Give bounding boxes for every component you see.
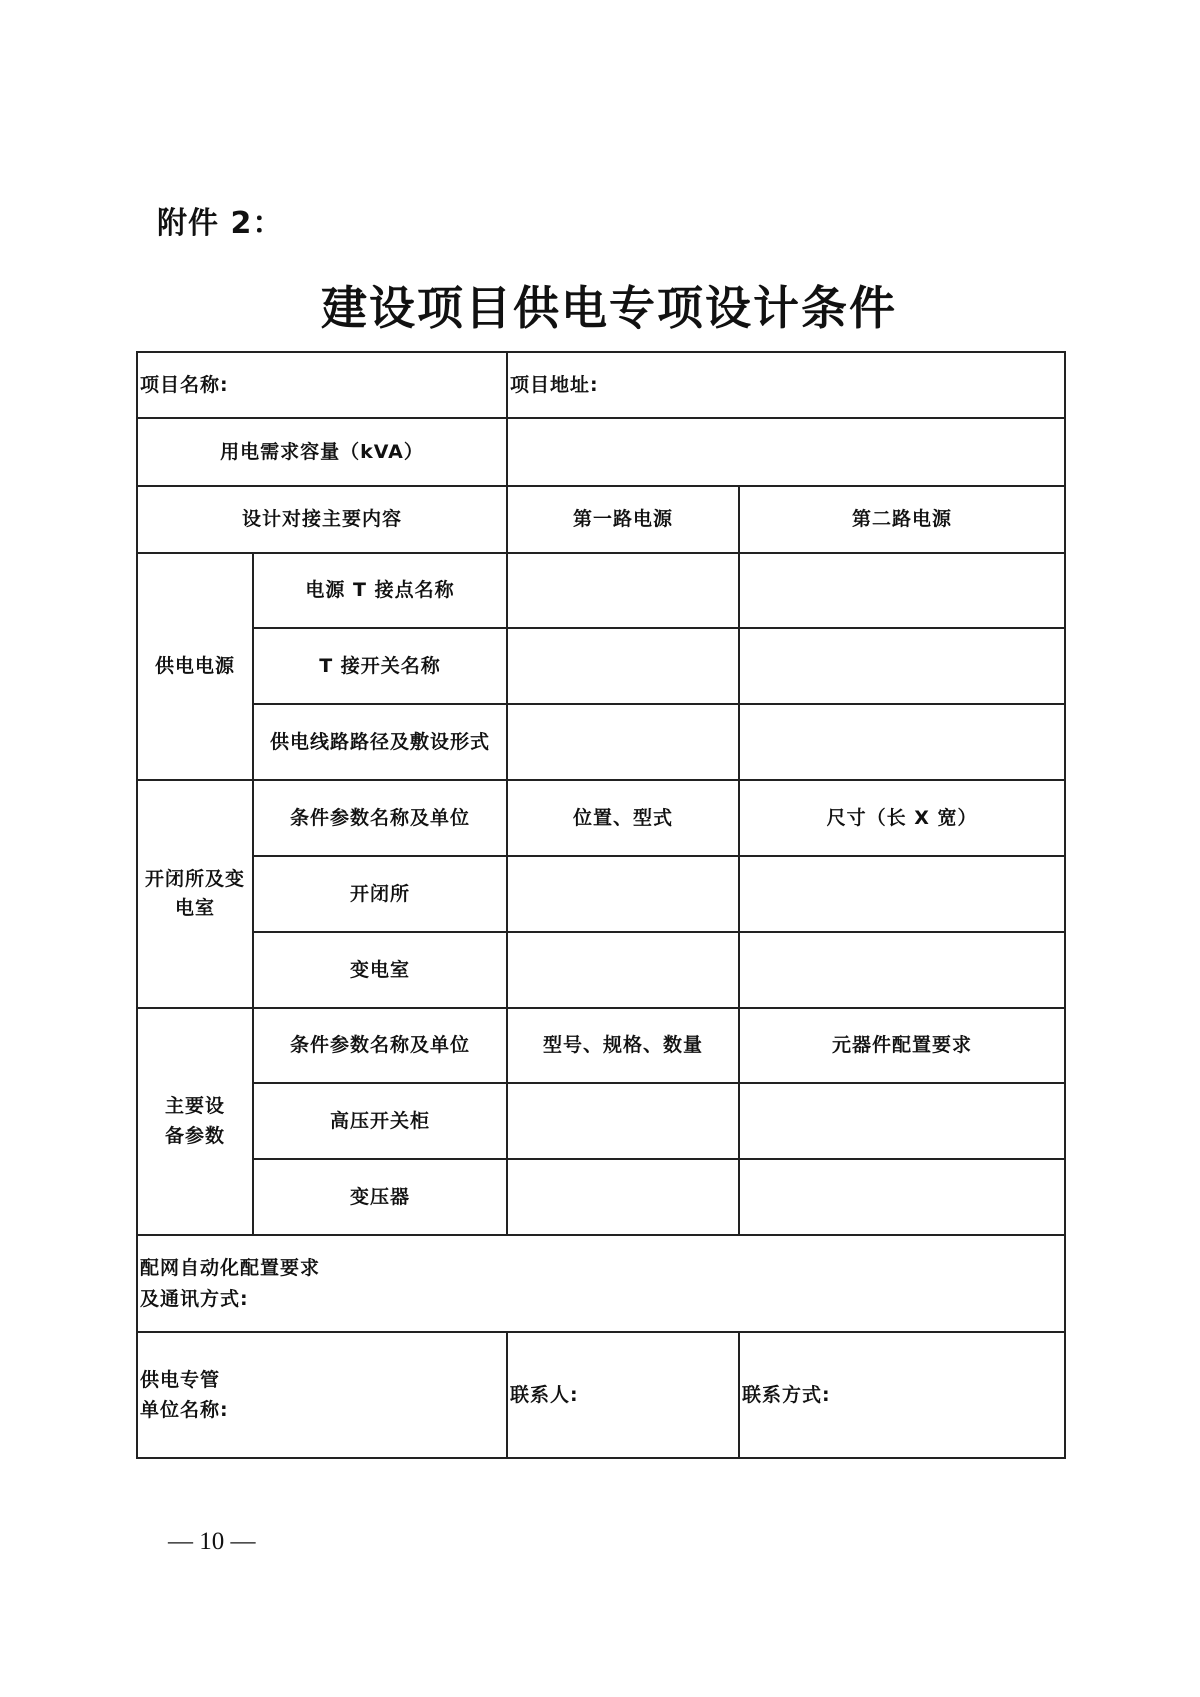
project-name-cell[interactable] [137, 352, 507, 418]
table-row [137, 856, 1065, 932]
header-content: 设计对接主要内容 [137, 486, 507, 553]
project-name-label: 项目名称: [140, 373, 229, 396]
row-label: 条件参数名称及单位 [253, 1008, 507, 1083]
source1-field[interactable] [507, 553, 739, 628]
col2-field[interactable] [739, 1083, 1065, 1159]
subheader-col1: 位置、型式 [507, 780, 739, 856]
group-label-power-source: 供电电源 [137, 553, 253, 780]
contact-person-label: 联系人: [510, 1383, 579, 1406]
col1-field[interactable] [507, 1159, 739, 1235]
row-label: 变电室 [253, 932, 507, 1008]
contact-person-cell[interactable] [507, 1332, 739, 1458]
table-row [137, 780, 1065, 856]
table-row [137, 932, 1065, 1008]
automation-label-line2: 及通讯方式: [140, 1287, 249, 1310]
project-address-cell[interactable] [507, 352, 1065, 418]
table-row [137, 704, 1065, 780]
col1-field[interactable] [507, 932, 739, 1008]
contact-method-cell[interactable] [739, 1332, 1065, 1458]
automation-label-line1: 配网自动化配置要求 [140, 1257, 321, 1280]
contact-row [137, 1332, 1065, 1458]
row-label: 高压开关柜 [253, 1083, 507, 1159]
row-label: 供电线路路径及敷设形式 [253, 704, 507, 780]
source2-field[interactable] [739, 628, 1065, 704]
table-row [137, 1159, 1065, 1235]
subheader-col2: 元器件配置要求 [739, 1008, 1065, 1083]
table-row [137, 628, 1065, 704]
row-label: T 接开关名称 [253, 628, 507, 704]
project-info-row [137, 352, 1065, 418]
source2-field[interactable] [739, 553, 1065, 628]
source1-field[interactable] [507, 628, 739, 704]
row-label: 变压器 [253, 1159, 507, 1235]
col2-field[interactable] [739, 856, 1065, 932]
group-label-switching-station: 开闭所及变电室 [137, 780, 253, 1008]
automation-row [137, 1235, 1065, 1332]
automation-cell[interactable] [137, 1235, 1065, 1332]
document-title: 建设项目供电专项设计条件 [321, 281, 897, 335]
supply-unit-label-line2: 单位名称: [140, 1399, 229, 1421]
capacity-label: 用电需求容量（kVA） [137, 418, 507, 486]
capacity-field[interactable] [507, 418, 1065, 486]
header-source2: 第二路电源 [739, 486, 1065, 553]
page-number: — 10 — [168, 1528, 256, 1555]
capacity-row [137, 418, 1065, 486]
supply-unit-label-line1: 供电专管 [140, 1368, 221, 1391]
subheader-col1: 型号、规格、数量 [507, 1008, 739, 1083]
project-address-label: 项目地址: [510, 373, 599, 396]
table-row [137, 553, 1065, 628]
attachment-label: 附件 2： [157, 206, 284, 241]
col1-field[interactable] [507, 856, 739, 932]
col2-field[interactable] [739, 932, 1065, 1008]
row-label: 电源 T 接点名称 [253, 553, 507, 628]
row-label: 条件参数名称及单位 [253, 780, 507, 856]
subheader-col2: 尺寸（长 X 宽） [739, 780, 1065, 856]
row-label: 开闭所 [253, 856, 507, 932]
table-row [137, 1083, 1065, 1159]
source2-field[interactable] [739, 704, 1065, 780]
contact-method-label: 联系方式: [742, 1383, 831, 1406]
column-header-row [137, 486, 1065, 553]
supply-unit-cell[interactable] [137, 1332, 507, 1458]
table-row [137, 1008, 1065, 1083]
header-source1: 第一路电源 [507, 486, 739, 553]
group-label-equipment: 主要设备参数 [137, 1008, 253, 1235]
source1-field[interactable] [507, 704, 739, 780]
col2-field[interactable] [739, 1159, 1065, 1235]
col1-field[interactable] [507, 1083, 739, 1159]
design-conditions-form [136, 351, 1066, 1459]
